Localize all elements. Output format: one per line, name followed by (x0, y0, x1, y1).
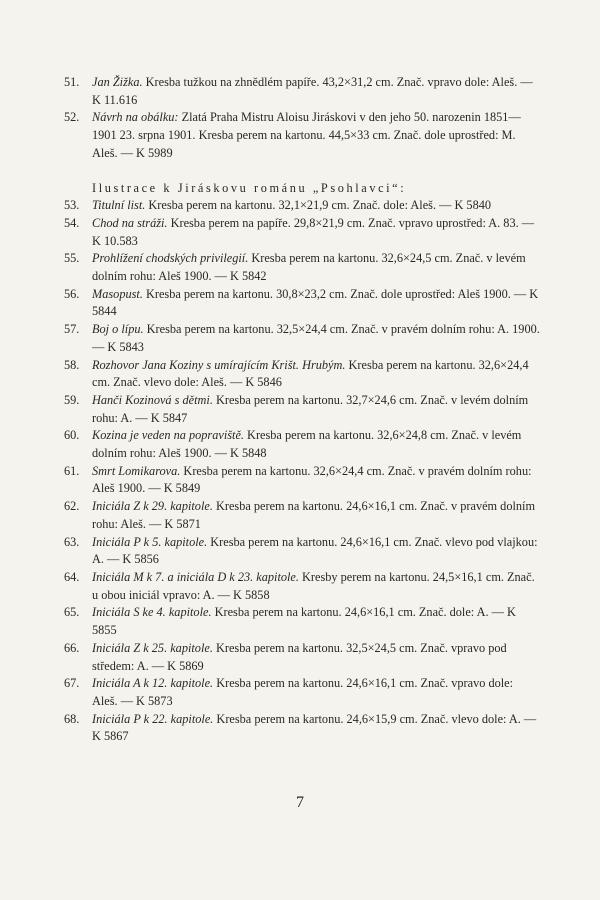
page-number: 7 (296, 794, 304, 811)
catalogue-entry (64, 569, 540, 604)
entry-description: Kresba perem na kartonu. 32,6×24,4 cm. Znač. v pravém dolním rohu: Aleš 1900. — K 5849 (92, 463, 532, 496)
entry-number: 66. (64, 640, 80, 655)
entry-title: Hanči Kozinová s dětmi. (92, 392, 213, 407)
entry-number: 58. (64, 357, 80, 372)
entry-description: Kresba perem na kartonu. 24,6×16,1 cm. Znač. vpravo dole: Aleš. — K 5873 (92, 676, 514, 708)
catalogue-entry (64, 498, 540, 533)
entry-title: Iniciála S ke 4. kapitole. (92, 605, 212, 620)
entry-description: Kresba perem na kartonu. 24,6×16,1 cm. Znač. dole: A. — K 5855 (92, 605, 516, 638)
entry-number: 60. (64, 428, 80, 443)
catalogue-entry (64, 604, 540, 639)
catalogue-entry (64, 427, 540, 462)
catalogue-entry (64, 215, 540, 250)
catalogue-entry (64, 74, 540, 109)
entry-number: 65. (64, 605, 80, 620)
entry-title: Jan Žižka. (92, 75, 143, 89)
catalogue-entry (64, 675, 540, 710)
entry-title: Rozhovor Jana Koziny s umírajícím Krišt. Hrubým. (92, 357, 346, 372)
catalogue-entry (64, 711, 540, 746)
section-heading: Ilustrace k Jiráskovu románu „Psohlavci“: (92, 180, 407, 195)
catalogue-entry (64, 250, 540, 285)
entry-title: Iniciála Z k 25. kapitole. (92, 640, 213, 655)
entry-number: 62. (64, 499, 80, 514)
entry-description: Kresba perem na kartonu. 24,6×16,1 cm. Znač. v pravém dolním rohu: Aleš. — K 5871 (92, 499, 536, 531)
catalogue-entry (64, 357, 540, 392)
entry-number: 68. (64, 711, 80, 726)
entry-title: Titulní list. (92, 198, 146, 213)
entry-description: Kresba perem na kartonu. 30,8×23,2 cm. Znač. dole uprostřed: Aleš 1900. — K 5844 (92, 286, 539, 319)
entry-description: Zlatá Praha Mistru Aloisu Jiráskovi v den jeho 50. narozenin 1851—1901 23. srpna 1901. Kresba perem na kartonu. 44,5×33 cm. Znač. dole uprostřed: M. Aleš. — K 5989 (92, 110, 521, 160)
entry-title: Prohlížení chodských privilegií. (92, 251, 249, 266)
entry-description: Kresba perem na kartonu. 32,1×21,9 cm. Znač. dole: Aleš. — K 5840 (145, 198, 492, 213)
entry-title: Chod na stráži. (92, 215, 168, 230)
entry-number: 64. (64, 569, 80, 584)
entry-description: Kresba perem na kartonu. 32,5×24,4 cm. Znač. v pravém dolním rohu: A. 1900. — K 5843 (92, 322, 540, 354)
entry-number: 54. (64, 215, 80, 230)
entry-number: 57. (64, 322, 80, 337)
entry-number: 63. (64, 534, 80, 549)
entry-title: Iniciála A k 12. kapitole. (92, 676, 214, 691)
entry-list-psohlavci (64, 197, 540, 746)
entry-title: Iniciála M k 7. a iniciála D k 23. kapitole. (92, 569, 299, 584)
entry-description: Kresba perem na kartonu. 32,5×24,5 cm. Znač. vpravo pod středem: A. — K 5869 (92, 640, 507, 673)
entry-title: Iniciála P k 22. kapitole. (92, 711, 214, 726)
catalogue-entry (64, 286, 540, 321)
entry-list-top (64, 74, 540, 163)
catalogue-page (64, 74, 540, 746)
entry-description: Kresba perem na kartonu. 32,6×24,8 cm. Znač. v levém dolním rohu: Aleš 1900. — K 5848 (92, 428, 522, 461)
catalogue-entry (64, 321, 540, 356)
catalogue-entry (64, 534, 540, 569)
entry-number: 53. (64, 198, 80, 213)
entry-number: 59. (64, 392, 80, 407)
entry-number: 67. (64, 676, 80, 691)
entry-number: 61. (64, 463, 80, 478)
entry-title: Smrt Lomikarova. (92, 463, 181, 478)
entry-title: Kozina je veden na popraviště. (92, 428, 244, 443)
entry-title: Masopust. (92, 286, 143, 301)
entry-title: Iniciála P k 5. kapitole. (92, 534, 208, 549)
entry-description: Kresba perem na kartonu. 32,6×24,4 cm. Znač. vlevo dole: Aleš. — K 5846 (92, 357, 529, 390)
entry-title: Iniciála Z k 29. kapitole. (92, 499, 213, 514)
entry-description: Kresba perem na kartonu. 24,6×16,1 cm. Znač. vlevo pod vlajkou: A. — K 5856 (92, 534, 538, 567)
entry-title: Návrh na obálku: (92, 110, 179, 125)
entry-description: Kresby perem na kartonu. 24,5×16,1 cm. Znač. u obou iniciál vpravo: A. — K 5858 (92, 569, 535, 602)
entry-number: 55. (64, 251, 80, 266)
catalogue-entry (64, 640, 540, 675)
entry-description: Kresba tužkou na zhnědlém papíře. 43,2×31,2 cm. Znač. vpravo dole: Aleš. — K 11.616 (92, 75, 533, 107)
catalogue-entry (64, 463, 540, 498)
entry-description: Kresba perem na kartonu. 32,6×24,5 cm. Znač. v levém dolním rohu: Aleš 1900. — K 5842 (92, 251, 526, 284)
entry-title: Boj o lípu. (92, 322, 144, 337)
catalogue-entry (64, 197, 540, 215)
entry-description: Kresba perem na kartonu. 32,7×24,6 cm. Znač. v levém dolním rohu: A. — K 5847 (92, 392, 529, 425)
entry-description: Kresba perem na kartonu. 24,6×15,9 cm. Znač. vlevo dole: A. — K 5867 (92, 711, 537, 744)
catalogue-entry (64, 109, 540, 162)
catalogue-entry (64, 392, 540, 427)
entry-description: Kresba perem na papíře. 29,8×21,9 cm. Znač. vpravo uprostřed: A. 83. — K 10.583 (92, 215, 535, 248)
entry-number: 52. (64, 110, 80, 125)
entry-number: 51. (64, 75, 80, 89)
entry-number: 56. (64, 286, 80, 301)
